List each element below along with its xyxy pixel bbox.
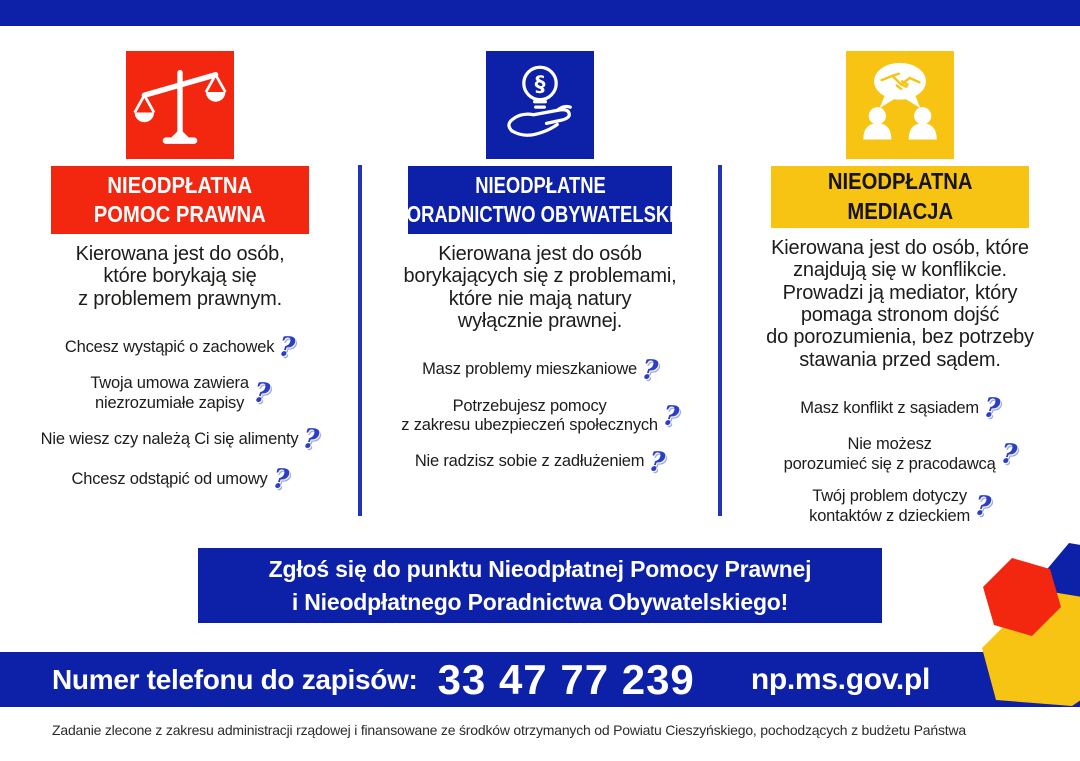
question-mark-icon: ? [661, 399, 681, 433]
scales-of-justice-icon [126, 51, 234, 159]
question-item [414, 445, 667, 479]
question-mark-icon: ? [647, 445, 667, 479]
column-title-legal-aid [51, 166, 309, 234]
question-mark-icon: ? [271, 463, 290, 496]
question-text: Nie możesz porozumieć się z pracodawcą [783, 435, 996, 473]
column-title-text: NIEODPŁATNE PORADNICTWO OBYWATELSKIE [394, 171, 687, 227]
column-intro: Kierowana jest do osób, które borykają się z problemem prawnym. [75, 243, 285, 310]
column-title-mediation [771, 166, 1029, 228]
decorative-hexagons [940, 540, 1080, 710]
column-mediation [720, 26, 1080, 526]
column-title-text: NIEODPŁATNA MEDIACJA [827, 168, 973, 224]
question-item [401, 396, 681, 436]
question-mark-icon: ? [982, 392, 1002, 425]
phone-number: 33 47 77 239 [437, 655, 695, 703]
question-text: Chcesz wystąpić o zachowek [64, 337, 275, 356]
question-text: Twoja umowa zawiera niezrozumiałe zapisy [90, 374, 249, 412]
question-item [64, 331, 297, 364]
question-mark-icon: ? [998, 438, 1018, 471]
column-title-text: NIEODPŁATNA POMOC PRAWNA [93, 171, 267, 227]
top-accent-bar [0, 0, 1080, 26]
column-divider-left [358, 165, 362, 516]
question-list [401, 344, 681, 479]
question-text: Twój problem dotyczy kontaktów z dzieckiem [809, 487, 971, 525]
call-to-action-banner [198, 548, 882, 623]
question-item [40, 423, 321, 456]
question-mark-icon: ? [252, 377, 272, 410]
column-intro: Kierowana jest do osób, które znajdują się w konflikcie. Prowadzi ją mediator, który pomaga stronom dojść do porozumienia, bez potrzeby stawania przed sądem. [766, 236, 1034, 371]
column-divider-right [718, 165, 722, 516]
question-mark-icon: ? [301, 423, 321, 456]
column-intro: Kierowana jest do osób borykających się z problemami, które nie mają natury wyłącznie prawnej. [403, 243, 677, 333]
column-legal-aid [0, 26, 360, 526]
question-item [71, 463, 290, 496]
question-item [809, 487, 991, 526]
question-list [40, 321, 321, 496]
columns-container [0, 26, 1080, 526]
question-text: Masz konflikt z sąsiadem [800, 398, 979, 417]
column-title-civic-counselling [394, 166, 687, 234]
call-to-action-text: Zgłoś się do punktu Nieodpłatnej Pomocy Prawnej i Nieodpłatnego Poradnictwa Obywatelskiego! [268, 556, 812, 615]
question-mark-icon: ? [640, 353, 660, 387]
question-item [800, 392, 1002, 425]
question-text: Nie radzisz sobie z zadłużeniem [414, 452, 645, 471]
question-text: Masz problemy mieszkaniowe [422, 360, 638, 379]
idea-bulb-in-hand-icon [486, 51, 594, 159]
question-item [784, 435, 1017, 474]
svg-text:§: § [534, 71, 546, 97]
website-url: np.ms.gov.pl [750, 662, 930, 696]
column-civic-counselling [360, 26, 720, 526]
phone-label: Numer telefonu do zapisów: [52, 663, 418, 695]
contact-bar [0, 652, 1080, 707]
footer-funding-note: Zadanie zlecone z zakresu administracji rządowej i finansowane ze środków otrzymanych od Powiatu Cieszyńskiego, pochodzących z budżetu Państwa [52, 722, 966, 738]
question-text: Chcesz odstąpić od umowy [71, 469, 268, 488]
mediation-handshake-icon [846, 51, 954, 159]
question-text: Nie wiesz czy należą Ci się alimenty [40, 429, 299, 448]
question-mark-icon: ? [277, 331, 297, 364]
question-mark-icon: ? [973, 490, 993, 523]
question-item [422, 353, 660, 387]
question-item [90, 374, 272, 413]
question-text: Potrzebujesz pomocy z zakresu ubezpieczeń społecznych [401, 396, 658, 435]
question-list [784, 382, 1017, 526]
